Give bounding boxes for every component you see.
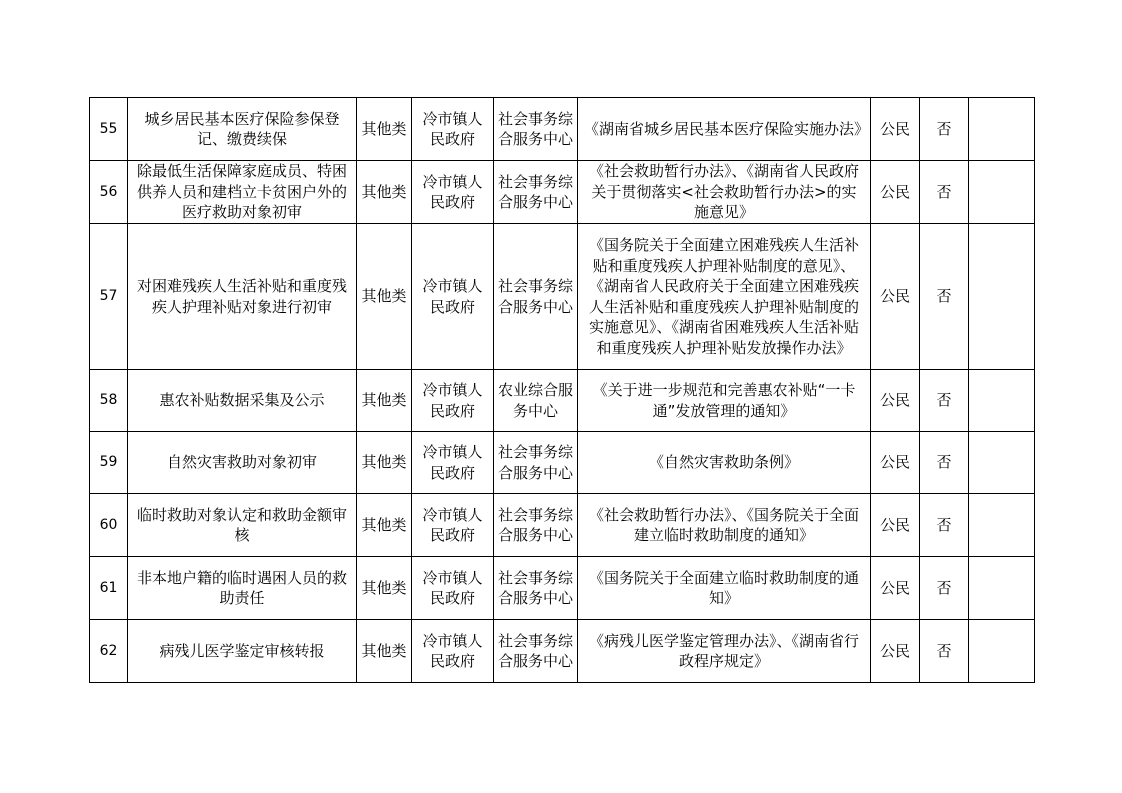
category-cell: 其他类 xyxy=(357,370,412,432)
subject-cell: 冷市镇人民政府 xyxy=(412,370,494,432)
matter-name: 临时救助对象认定和救助金额审核 xyxy=(128,494,357,557)
unit-cell: 社会事务综合服务中心 xyxy=(494,224,578,370)
unit-cell: 社会事务综合服务中心 xyxy=(494,494,578,557)
category-cell: 其他类 xyxy=(357,224,412,370)
table-row xyxy=(90,620,1035,683)
flag-cell: 否 xyxy=(920,432,969,494)
row-number: 57 xyxy=(90,224,128,370)
remark-cell xyxy=(969,98,1035,161)
matter-name: 对困难残疾人生活补贴和重度残疾人护理补贴对象进行初审 xyxy=(128,224,357,370)
unit-cell: 社会事务综合服务中心 xyxy=(494,620,578,683)
table-row xyxy=(90,494,1035,557)
flag-cell: 否 xyxy=(920,224,969,370)
table-row xyxy=(90,370,1035,432)
matter-name: 自然灾害救助对象初审 xyxy=(128,432,357,494)
table-row xyxy=(90,98,1035,161)
target-cell: 公民 xyxy=(871,98,920,161)
target-cell: 公民 xyxy=(871,224,920,370)
basis-cell: 《病残儿医学鉴定管理办法》、《湖南省行政程序规定》 xyxy=(578,620,871,683)
row-number: 60 xyxy=(90,494,128,557)
target-cell: 公民 xyxy=(871,432,920,494)
row-number: 62 xyxy=(90,620,128,683)
flag-cell: 否 xyxy=(920,98,969,161)
category-cell: 其他类 xyxy=(357,432,412,494)
flag-cell: 否 xyxy=(920,494,969,557)
unit-cell: 社会事务综合服务中心 xyxy=(494,432,578,494)
unit-cell: 社会事务综合服务中心 xyxy=(494,98,578,161)
category-cell: 其他类 xyxy=(357,98,412,161)
target-cell: 公民 xyxy=(871,370,920,432)
matter-name: 病残儿医学鉴定审核转报 xyxy=(128,620,357,683)
category-cell: 其他类 xyxy=(357,620,412,683)
basis-cell: 《关于进一步规范和完善惠农补贴“一卡通”发放管理的通知》 xyxy=(578,370,871,432)
subject-cell: 冷市镇人民政府 xyxy=(412,557,494,620)
target-cell: 公民 xyxy=(871,557,920,620)
category-cell: 其他类 xyxy=(357,494,412,557)
category-cell: 其他类 xyxy=(357,557,412,620)
basis-cell: 《湖南省城乡居民基本医疗保险实施办法》 xyxy=(578,98,871,161)
table-row xyxy=(90,224,1035,370)
unit-cell: 农业综合服务中心 xyxy=(494,370,578,432)
flag-cell: 否 xyxy=(920,557,969,620)
subject-cell: 冷市镇人民政府 xyxy=(412,620,494,683)
matters-table xyxy=(89,97,1035,683)
subject-cell: 冷市镇人民政府 xyxy=(412,161,494,224)
subject-cell: 冷市镇人民政府 xyxy=(412,224,494,370)
category-cell: 其他类 xyxy=(357,161,412,224)
flag-cell: 否 xyxy=(920,370,969,432)
target-cell: 公民 xyxy=(871,620,920,683)
remark-cell xyxy=(969,161,1035,224)
basis-cell: 《国务院关于全面建立临时救助制度的通知》 xyxy=(578,557,871,620)
table-body xyxy=(90,98,1035,683)
subject-cell: 冷市镇人民政府 xyxy=(412,494,494,557)
unit-cell: 社会事务综合服务中心 xyxy=(494,557,578,620)
row-number: 58 xyxy=(90,370,128,432)
flag-cell: 否 xyxy=(920,620,969,683)
flag-cell: 否 xyxy=(920,161,969,224)
table-row xyxy=(90,557,1035,620)
row-number: 61 xyxy=(90,557,128,620)
subject-cell: 冷市镇人民政府 xyxy=(412,432,494,494)
matter-name: 非本地户籍的临时遇困人员的救助责任 xyxy=(128,557,357,620)
row-number: 55 xyxy=(90,98,128,161)
remark-cell xyxy=(969,370,1035,432)
basis-cell: 《国务院关于全面建立困难残疾人生活补贴和重度残疾人护理补贴制度的意见》、《湖南省人民政府关于全面建立困难残疾人生活补贴和重度残疾人护理补贴制度的实施意见》、《湖南省困难残疾人生活补贴和重度残疾人护理补贴发放操作办法》 xyxy=(578,224,871,370)
subject-cell: 冷市镇人民政府 xyxy=(412,98,494,161)
basis-cell: 《社会救助暂行办法》、《湖南省人民政府关于贯彻落实<社会救助暂行办法>的实施意见》 xyxy=(578,161,871,224)
matter-name: 城乡居民基本医疗保险参保登记、缴费续保 xyxy=(128,98,357,161)
target-cell: 公民 xyxy=(871,494,920,557)
remark-cell xyxy=(969,557,1035,620)
unit-cell: 社会事务综合服务中心 xyxy=(494,161,578,224)
basis-cell: 《自然灾害救助条例》 xyxy=(578,432,871,494)
remark-cell xyxy=(969,432,1035,494)
table-row xyxy=(90,161,1035,224)
remark-cell xyxy=(969,620,1035,683)
matter-name: 惠农补贴数据采集及公示 xyxy=(128,370,357,432)
remark-cell xyxy=(969,494,1035,557)
matter-name: 除最低生活保障家庭成员、特困供养人员和建档立卡贫困户外的医疗救助对象初审 xyxy=(128,161,357,224)
row-number: 56 xyxy=(90,161,128,224)
basis-cell: 《社会救助暂行办法》、《国务院关于全面建立临时救助制度的通知》 xyxy=(578,494,871,557)
row-number: 59 xyxy=(90,432,128,494)
remark-cell xyxy=(969,224,1035,370)
target-cell: 公民 xyxy=(871,161,920,224)
table-row xyxy=(90,432,1035,494)
